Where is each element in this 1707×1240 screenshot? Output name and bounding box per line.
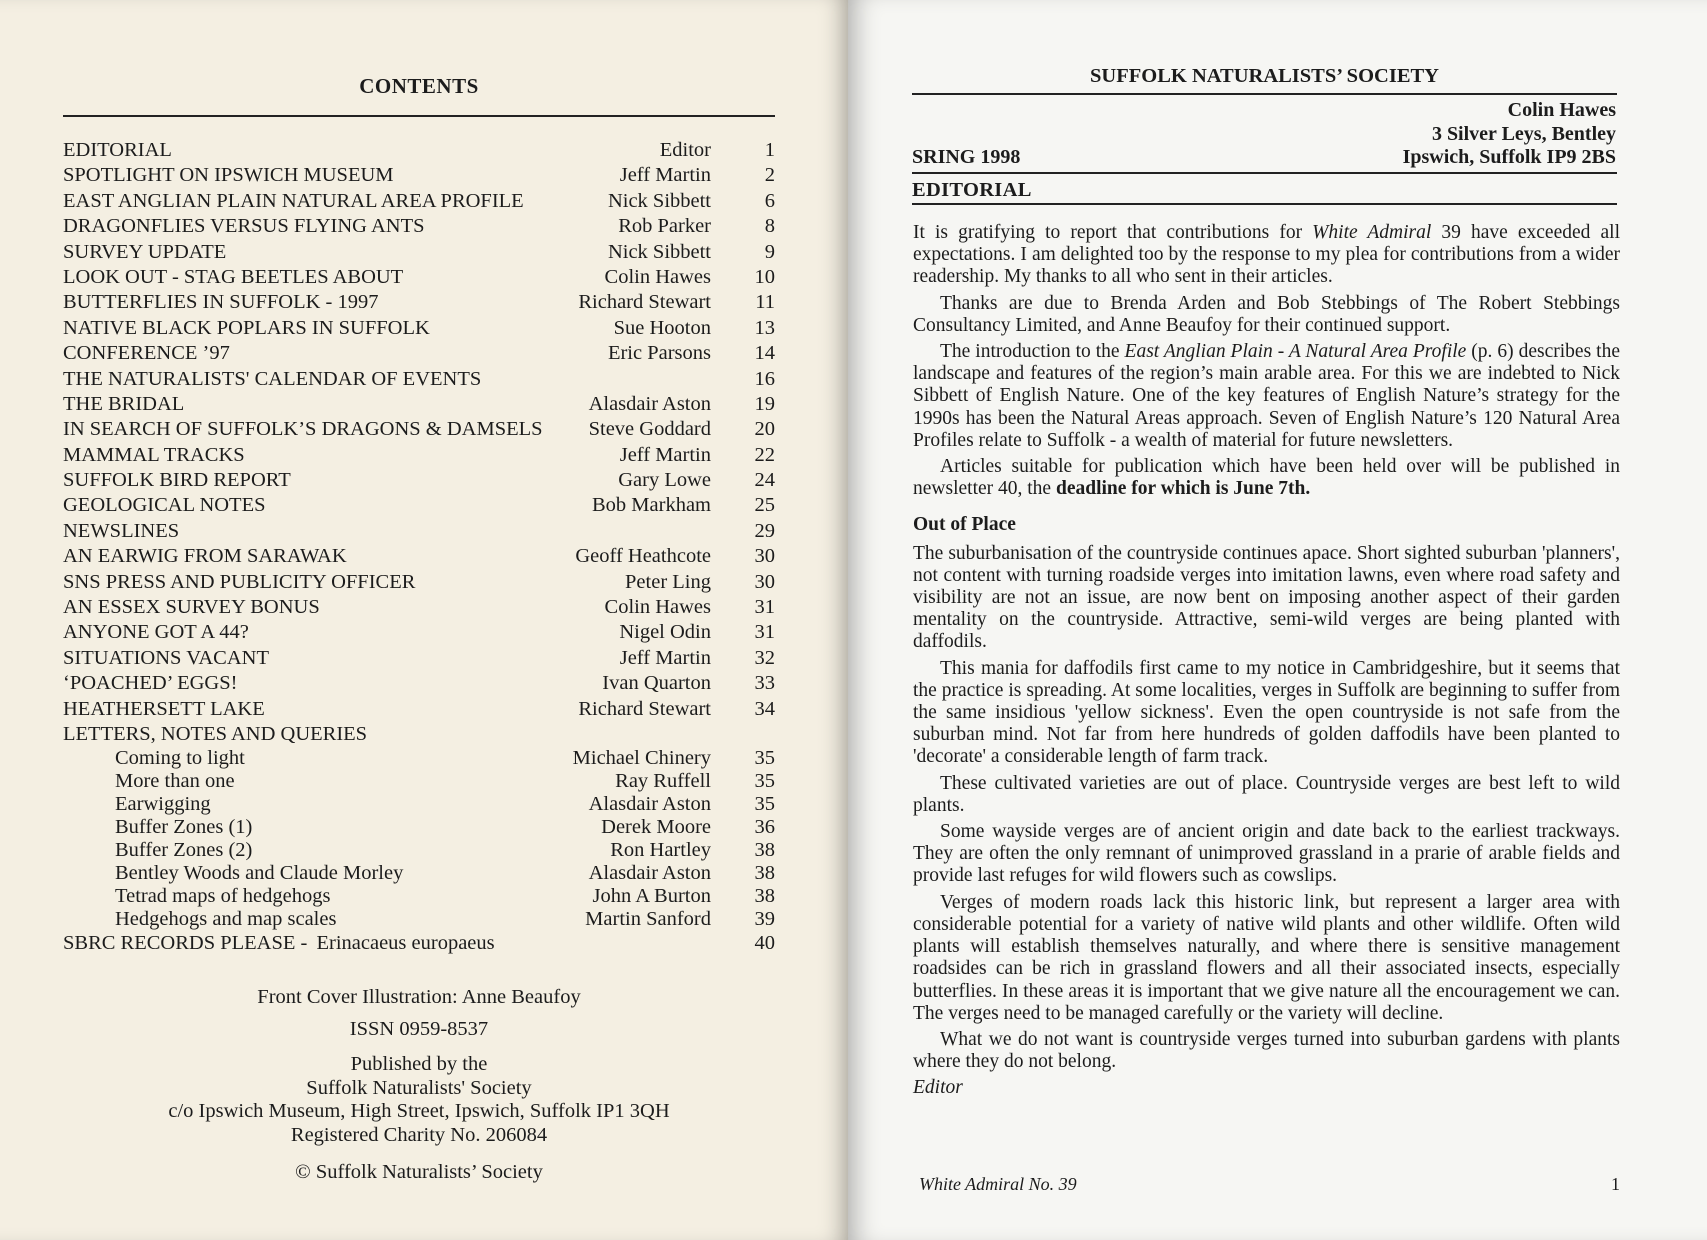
header-rule [912,93,1617,95]
paragraph: This mania for daffodils first came to my notice in Cambridgeshire, but it seems that the practice is spreading. At some localities, verges in Suffolk are beginning to suffer from the same insidious 'yellow sickness'. Even the open countryside is not safe from the suburban mind. Not far from here hundreds of golden daffodils have been planted to 'decorate' a considerable length of farm track. [913,657,1620,768]
entry-page: 30 [754,545,775,568]
entry-author: Colin Hawes [604,265,711,288]
paragraph: The introduction to the East Anglian Plain - A Natural Area Profile (p. 6) describes the landscape and features of the region’s main arable area. For this we are indebted to Nick Sibbett of English Nature. One of the key features of English Nature’s strategy for the 1990s has been the Natural Areas approach. Seven of English Nature’s 120 Natural Area Profiles relate to Suffolk - a wealth of material for future newsletters. [913,341,1620,451]
entry-author: Jeff Martin [619,646,711,669]
published-by: Published by the [350,1053,488,1075]
entry-page: 16 [754,367,775,390]
publisher-society: Suffolk Naturalists' Society [306,1076,532,1099]
entry-page: 38 [754,862,775,885]
contents-subentry [63,839,775,862]
entry-title: THE NATURALISTS' CALENDAR OF EVENTS [63,367,482,390]
entry-title: ‘POACHED’ EGGS! [63,672,238,695]
entry-title: EDITORIAL [63,139,172,161]
charity-number: Registered Charity No. 206084 [290,1123,548,1146]
entry-title: CONFERENCE ’97 [63,342,230,365]
contents-subentry [63,747,775,770]
colophon [63,986,775,1185]
entry-title: Bentley Woods and Claude Morley [115,862,404,885]
issn: ISSN 0959-8537 [349,1017,489,1040]
contents-entry [63,316,775,341]
entry-title: ANYONE GOT A 44? [63,621,249,644]
entry-author: Sue Hooton [613,316,711,339]
contents-entry [63,931,775,956]
entry-title: Tetrad maps of hedgehogs [115,885,331,908]
entry-author: Richard Stewart [578,697,711,720]
entry-author: Colin Hawes [604,596,711,619]
contents-entry [63,443,775,468]
entry-title: HEATHERSETT LAKE [63,697,265,720]
entry-page: 38 [754,839,775,862]
entry-author: Gary Lowe [618,469,711,492]
entry-page: 34 [754,697,775,720]
entry-author: Eric Parsons [607,342,711,365]
entry-page: 35 [754,770,775,793]
entry-author: Alasdair Aston [588,793,711,816]
entry-author: Nick Sibbett [607,189,711,212]
entry-page: 35 [754,793,775,816]
contents-subentry [63,816,775,839]
entry-author: Martin Sanford [585,908,711,931]
entry-author: Richard Stewart [578,291,711,314]
entry-page: 40 [754,932,775,955]
paragraph: Verges of modern roads lack this historic link, but represent a larger area with considerable potential for a variety of native wild plants and other wildlife. Often wild plants will establish themselves naturally, and where there is sensitive management roadsides can be rich in grassland flowers and all their associated insects, especially butterflies. In these areas it is important that we give nature all the encouragement we can. The verges need to be managed carefully or the variety will decline. [913,891,1620,1024]
profile-title: East Anglian Plain - A Natural Area Profile [1124,341,1467,363]
entry-title: More than one [115,770,235,793]
editorial-heading: EDITORIAL [912,179,1032,201]
entry-page: 1 [764,139,775,161]
entry-title: SUFFOLK BIRD REPORT [63,469,291,492]
entry-title: Buffer Zones (2) [115,839,253,862]
heading-rule [912,203,1617,205]
entry-title: NEWSLINES [63,519,180,542]
contents-entry [63,544,775,569]
entry-title: SPOTLIGHT ON IPSWICH MUSEUM [63,164,394,187]
entry-author: Ray Ruffell [615,770,711,793]
contents-entry [63,341,775,366]
contents-title: CONTENTS [359,74,479,98]
entry-author: Rob Parker [618,215,711,238]
contents-entry [63,595,775,620]
entry-title: NATIVE BLACK POPLARS IN SUFFOLK [63,316,430,339]
contents-entry [63,392,775,417]
entry-page: 24 [754,469,775,492]
entry-title: Hedgehogs and map scales [115,908,337,931]
entry-page: 39 [754,908,775,931]
entry-title: LETTERS, NOTES AND QUERIES [63,722,368,745]
contents-entry [63,722,775,747]
entry-title: LOOK OUT - STAG BEETLES ABOUT [63,265,404,288]
deadline: deadline for which is June 7th. [1055,478,1311,500]
entry-page: 10 [754,265,775,288]
entry-page: 31 [754,596,775,619]
contents-entry [63,493,775,518]
entry-title: IN SEARCH OF SUFFOLK’S DRAGONS & DAMSELS [63,418,543,441]
contents-entry [63,163,775,188]
entry-title: SURVEY UPDATE [63,240,227,263]
entry-page: 25 [754,494,775,517]
paragraph: Articles suitable for publication which have been held over will be published in newsletter 40, the deadline for which is June 7th. [913,456,1620,500]
contents-entry [63,240,775,265]
entry-page: 11 [755,291,775,314]
entry-page: 38 [754,885,775,908]
cover-credit: Front Cover Illustration: Anne Beaufoy [257,986,581,1008]
entry-page: 19 [754,392,775,415]
entry-page: 22 [754,443,775,466]
entry-title: GEOLOGICAL NOTES [63,494,266,517]
entry-author: Peter Ling [625,570,711,593]
footer-journal-title: White Admiral No. 39 [919,1174,1077,1194]
contents-entry [63,620,775,645]
entry-page: 20 [754,418,775,441]
entry-author: Ron Hartley [610,839,711,862]
entry-author: Nick Sibbett [607,240,711,263]
contents-subentry [63,908,775,931]
paragraph: It is gratifying to report that contributions for White Admiral 39 have exceeded all expectations. I am delighted too by the response to my plea for contributions from a wider readership. My thanks to all who sent in their articles. [913,222,1620,288]
contents-entry [63,646,775,671]
entry-author: Nigel Odin [619,621,711,644]
paragraph: The suburbanisation of the countryside continues apace. Short sighted suburban 'planners', not content with turning roadside verges into imitation lawns, even where road safety and visibility are not an issue, are now bent on imposing another aspect of their garden mentality on the countryside. Attractive, semi-wild verges are being planted with daffodils. [913,542,1620,653]
species-name: Erinacaeus europaeus [316,932,495,955]
contents-entry [63,189,775,214]
subheading: Out of Place [913,514,1016,536]
entry-author: Bob Markham [592,494,711,517]
paragraph: Some wayside verges are of ancient origin and date back to the earliest trackways. They are often the only remnant of unimproved grassland in a prarie of arable fields and provide last refuges for wild flowers such as cowslips. [913,821,1620,887]
entry-author: Steve Goddard [588,418,711,441]
date-rule [912,172,1617,174]
contents-entry [63,417,775,442]
society-title: SUFFOLK NATURALISTS’ SOCIETY [1090,65,1439,87]
contents-entry [63,570,775,595]
entry-title: DRAGONFLIES VERSUS FLYING ANTS [63,215,425,238]
entry-author: Editor [659,139,711,161]
contents-subentry [63,793,775,816]
entry-page: 2 [764,164,775,187]
entry-author: John A Burton [592,885,711,908]
contents-entry [63,265,775,290]
address-line: Colin Hawes [1507,99,1616,121]
contents-entry [63,519,775,544]
contents-rule [63,115,775,117]
entry-title: Buffer Zones (1) [115,816,253,839]
entry-title: SNS PRESS AND PUBLICITY OFFICER [63,570,416,593]
entry-page: 31 [754,621,775,644]
entry-page: 33 [754,672,775,695]
paragraph: What we do not want is countryside verges turned into suburban gardens with plants where they do not belong. [913,1028,1620,1073]
editor-address [1403,99,1616,170]
entry-title: Earwigging [115,793,211,816]
journal-title: White Admiral [1312,222,1432,243]
entry-author: Michael Chinery [572,747,711,770]
entry-page: 9 [764,240,775,263]
entry-title: SBRC RECORDS PLEASE - Erinacaeus europaeus [63,932,495,955]
copyright: © Suffolk Naturalists’ Society [295,1161,543,1183]
address-line: 3 Silver Leys, Bentley [1431,122,1616,145]
entry-page: 36 [754,816,775,839]
address-line: Ipswich, Suffolk IP9 2BS [1402,146,1616,168]
contents-list [63,138,775,957]
entry-author: Ivan Quarton [602,672,711,695]
entry-page: 29 [754,519,775,542]
entry-author: Jeff Martin [619,443,711,466]
entry-page: 35 [754,747,775,770]
entry-page: 32 [754,646,775,669]
contents-entry [63,290,775,315]
contents-subentry [63,862,775,885]
issue-date: SRING 1998 [912,146,1021,168]
entry-author: Jeff Martin [619,164,711,187]
entry-title: AN EARWIG FROM SARAWAK [63,545,347,568]
contents-entry [63,671,775,696]
entry-page: 13 [754,316,775,339]
contents-entry [63,468,775,493]
entry-page: 8 [764,215,775,238]
contents-subentry [63,885,775,908]
paragraph: Thanks are due to Brenda Arden and Bob Stebbings of The Robert Stebbings Consultancy Limited, and Anne Beaufoy for their continued support. [913,292,1620,336]
entry-title: THE BRIDAL [63,392,185,415]
entry-page: 6 [764,189,775,212]
page-number: 1 [1611,1174,1620,1194]
entry-title: AN ESSEX SURVEY BONUS [63,596,320,619]
entry-author: Alasdair Aston [588,862,711,885]
contents-entry [63,367,775,392]
publisher-address: c/o Ipswich Museum, High Street, Ipswich, Suffolk IP1 3QH [168,1100,670,1122]
entry-title: BUTTERFLIES IN SUFFOLK - 1997 [63,291,379,314]
contents-subentry [63,770,775,793]
editorial-body [913,222,1620,1104]
entry-title: MAMMAL TRACKS [63,443,245,466]
entry-title: SITUATIONS VACANT [63,646,269,669]
signoff: Editor [913,1077,963,1099]
entry-author: Alasdair Aston [588,392,711,415]
entry-author: Derek Moore [601,816,711,839]
contents-entry [63,138,775,163]
entry-author: Geoff Heathcote [575,545,711,568]
entry-page: 30 [754,570,775,593]
entry-title: EAST ANGLIAN PLAIN NATURAL AREA PROFILE [63,189,524,212]
entry-title: Coming to light [115,747,245,770]
contents-entry [63,697,775,722]
contents-entry [63,214,775,239]
entry-page: 14 [754,342,775,365]
paragraph: These cultivated varieties are out of place. Countryside verges are best left to wild plants. [913,772,1620,816]
